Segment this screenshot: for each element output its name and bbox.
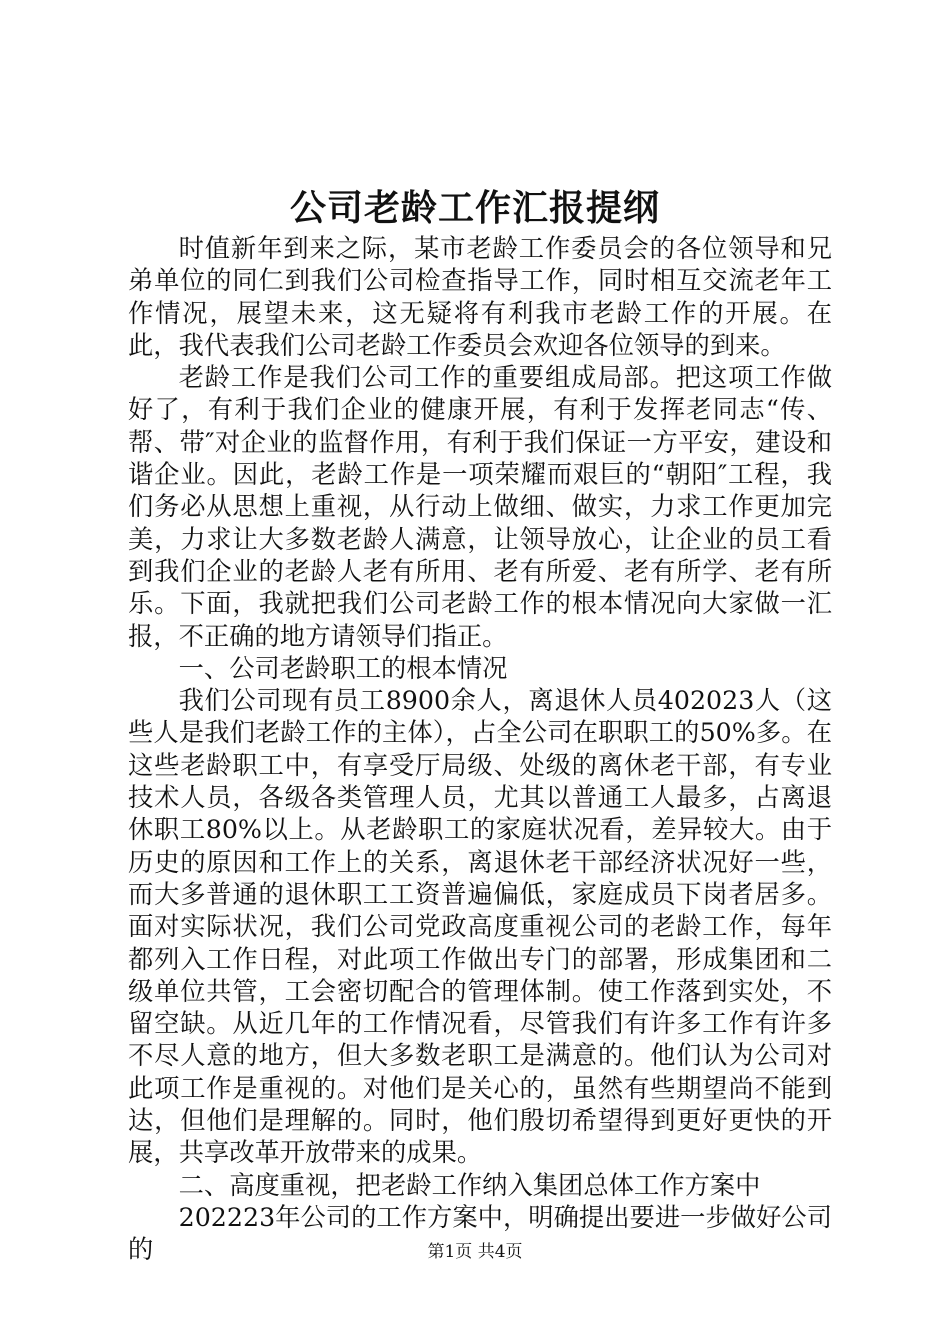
page-footer: 第1页 共4页 xyxy=(427,1242,523,1262)
section-1-heading: 一、公司老龄职工的根本情况 xyxy=(178,653,508,683)
document-title: 公司老龄工作汇报提纲 xyxy=(289,187,660,229)
importance-paragraph: 老龄工作是我们公司工作的重要组成局部。把这项工作做好了，有利于我们企业的健康开展，有利于发挥老同志“传、帮、带″对企业的监督作用，有利于我们保证一方平安，建设和谐企业。因此，老龄工作是一项荣耀而艰巨的“朝阳″工程，我们务必从思想上重视，从行动上做细、做实，力求工作更加完美，力求让大多数老龄人满意，让领导放心，让企业的员工看到我们企业的老龄人老有所用、老有所爱、老有所学、老有所乐。下面，我就把我们公司老龄工作的根本情况向大家做一汇报，不正确的地方请领导们指正。 xyxy=(128,363,832,651)
section-2-paragraph: 202223年公司的工作方案中，明确提出要进一步做好公司的 xyxy=(128,1202,832,1265)
intro-paragraph: 时值新年到来之际，某市老龄工作委员会的各位领导和兄弟单位的同仁到我们公司检查指导工作，同时相互交流老年工作情况，展望未来，这无疑将有利我市老龄工作的开展。在此，我代表我们公司老龄工作委员会欢迎各位领导的到来。 xyxy=(128,234,832,360)
document-body xyxy=(128,233,832,1267)
section-2-heading: 二、高度重视，把老龄工作纳入集团总体工作方案中 xyxy=(178,1170,761,1200)
section-1-paragraph: 我们公司现有员工8900余人，离退休人员402023人（这些人是我们老龄工作的主体），占全公司在职职工的50%多。在这些老龄职工中，有享受厅局级、处级的离休老干部，有专业技术人员，各级各类管理人员，尤其以普通工人最多，占离退休职工80%以上。从老龄职工的家庭状况看，差异较大。由于历史的原因和工作上的关系，离退休老干部经济状况好一些，而大多普通的退休职工工资普遍偏低，家庭成员下岗者居多。面对实际状况，我们公司党政高度重视公司的老龄工作，每年都列入工作日程，对此项工作做出专门的部署，形成集团和二级单位共管，工会密切配合的管理体制。使工作落到实处，不留空缺。从近几年的工作情况看，尽管我们有许多工作有许多不尽人意的地方，但大多数老职工是满意的。他们认为公司对此项工作是重视的。对他们是关心的，虽然有些期望尚不能到达，但他们是理解的。同时，他们殷切希望得到更好更快的开展，共享改革开放带来的成果。 xyxy=(128,686,832,1168)
